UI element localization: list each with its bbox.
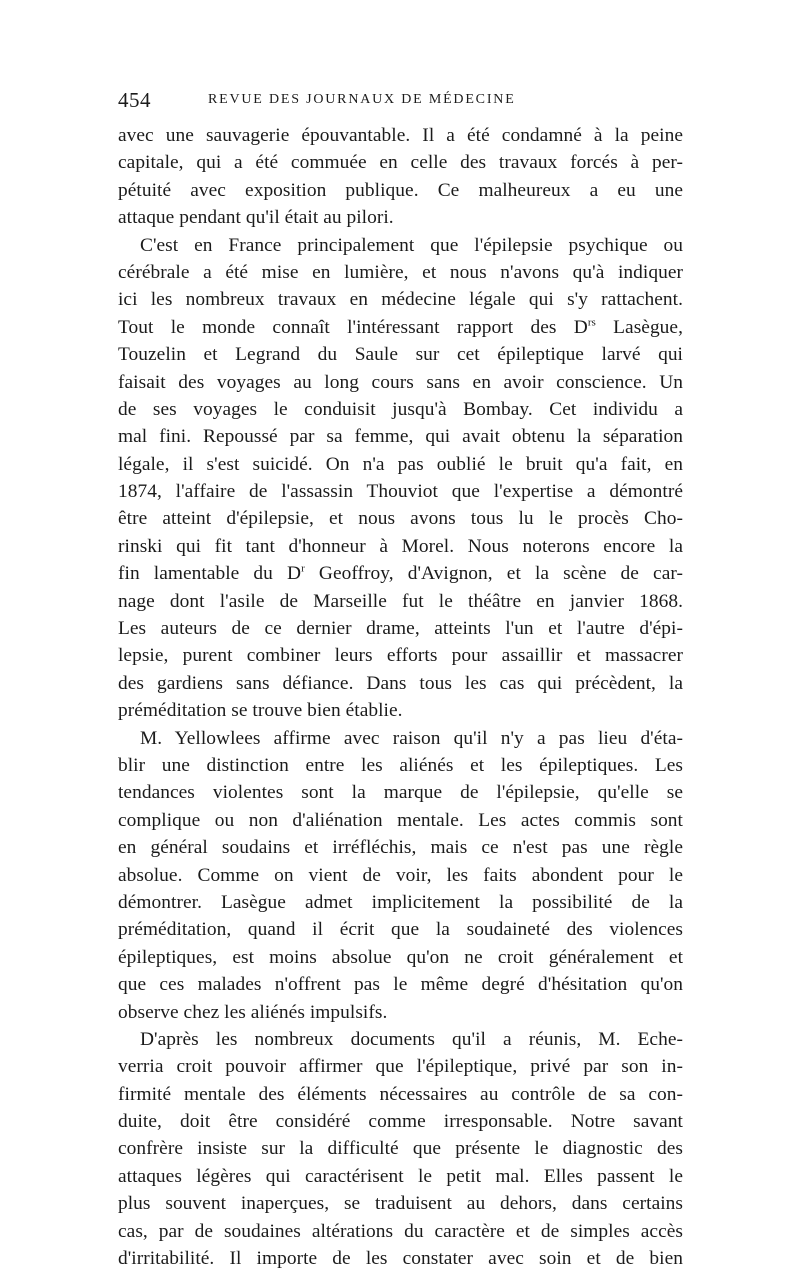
text-line: complique ou non d'aliénation mentale. Les actes commis sont xyxy=(118,809,683,831)
text-line: mal fini. Repoussé par sa femme, qui avait obtenu la séparation xyxy=(118,426,683,448)
text-line: ici les nombreux travaux en médecine légale qui s'y rattachent. xyxy=(118,289,683,311)
text-line: lepsie, purent combiner leurs efforts pour assaillir et massacrer xyxy=(118,645,683,667)
text-line: rinski qui fit tant d'honneur à Morel. Nous noterons encore la xyxy=(118,535,683,557)
text-line: attaque pendant qu'il était au pilori. xyxy=(118,207,394,229)
text-line: tendances violentes sont la marque de l'épilepsie, qu'elle se xyxy=(118,782,683,804)
text-line: firmité mentale des éléments nécessaires au contrôle de sa con- xyxy=(118,1083,683,1105)
text-line: 1874, l'affaire de l'assassin Thouviot que l'expertise a démontré xyxy=(118,481,683,503)
paragraph xyxy=(118,725,683,1026)
text-line: faisait des voyages au long cours sans en avoir conscience. Un xyxy=(118,371,683,393)
text-line: être atteint d'épilepsie, et nous avons tous lu le procès Cho- xyxy=(118,508,683,530)
paragraph xyxy=(118,1026,683,1272)
text-line: légale, il s'est suicidé. On n'a pas oublié le bruit qu'a fait, en xyxy=(118,453,683,475)
running-header xyxy=(118,88,683,118)
text-line: verria croit pouvoir affirmer que l'épileptique, privé par son in- xyxy=(118,1056,683,1078)
text-line: Les auteurs de ce dernier drame, atteints l'un et l'autre d'épi- xyxy=(118,618,683,640)
text-line: plus souvent inaperçues, se traduisent au dehors, dans certains xyxy=(118,1193,683,1215)
text-line: attaques légères qui caractérisent le petit mal. Elles passent le xyxy=(118,1165,683,1187)
text-line: Tout le monde connaît l'intéressant rapport des $D^{rs}$ Lasègue, xyxy=(118,316,683,338)
text-line: démontrer. Lasègue admet implicitement la possibilité de la xyxy=(118,891,683,913)
text-line: d'irritabilité. Il importe de les constater avec soin et de bien xyxy=(118,1248,683,1270)
text-line: D'après les nombreux documents qu'il a réunis, M. Eche- xyxy=(140,1028,683,1050)
text-line: duite, doit être considéré comme irresponsable. Notre savant xyxy=(118,1111,683,1133)
text-line: nage dont l'asile de Marseille fut le théâtre en janvier 1868. xyxy=(118,590,683,612)
text-line: absolue. Comme on vient de voir, les faits abondent pour le xyxy=(118,864,683,886)
text-line: fin lamentable du $D^r$ Geoffroy, d'Avignon, et la scène de car- xyxy=(118,562,683,585)
text-line: préméditation, quand il écrit que la soudaineté des violences xyxy=(118,919,683,941)
text-line: que ces malades n'offrent pas le même degré d'hésitation qu'on xyxy=(118,974,683,996)
text-line: Touzelin et Legrand du Saule sur cet épileptique larvé qui xyxy=(118,344,683,366)
text-line: cérébrale a été mise en lumière, et nous n'avons qu'à indiquer xyxy=(118,261,683,283)
text-line: cas, par de soudaines altérations du caractère et de simples accès xyxy=(118,1220,683,1242)
text-line: C'est en France principalement que l'épilepsie psychique ou xyxy=(140,234,683,256)
text-line: des gardiens sans défiance. Dans tous les cas qui précèdent, la xyxy=(118,672,683,694)
paragraph xyxy=(118,232,683,725)
running-title: REVUE DES JOURNAUX DE MÉDECINE xyxy=(208,92,516,107)
body-text xyxy=(118,122,683,1272)
text-line: blir une distinction entre les aliénés et les épileptiques. Les xyxy=(118,754,683,776)
text-line: observe chez les aliénés impulsifs. xyxy=(118,1001,388,1023)
text-line: épileptiques, est moins absolue qu'on ne croit généralement et xyxy=(118,946,683,968)
text-line: préméditation se trouve bien établie. xyxy=(118,700,403,722)
text-line: M. Yellowlees affirme avec raison qu'il n'y a pas lieu d'éta- xyxy=(140,727,683,749)
text-line: pétuité avec exposition publique. Ce malheureux a eu une xyxy=(118,179,683,201)
text-line: de ses voyages le conduisit jusqu'à Bombay. Cet individu a xyxy=(118,398,683,420)
text-line: confrère insiste sur la difficulté que présente le diagnostic des xyxy=(118,1138,683,1160)
page-number: 454 xyxy=(118,88,151,112)
paragraph xyxy=(118,122,683,232)
text-line: capitale, qui a été commuée en celle des travaux forcés à per- xyxy=(118,152,683,174)
text-line: avec une sauvagerie épouvantable. Il a été condamné à la peine xyxy=(118,125,683,146)
text-line: en général soudains et irréfléchis, mais ce n'est pas une règle xyxy=(118,837,683,859)
